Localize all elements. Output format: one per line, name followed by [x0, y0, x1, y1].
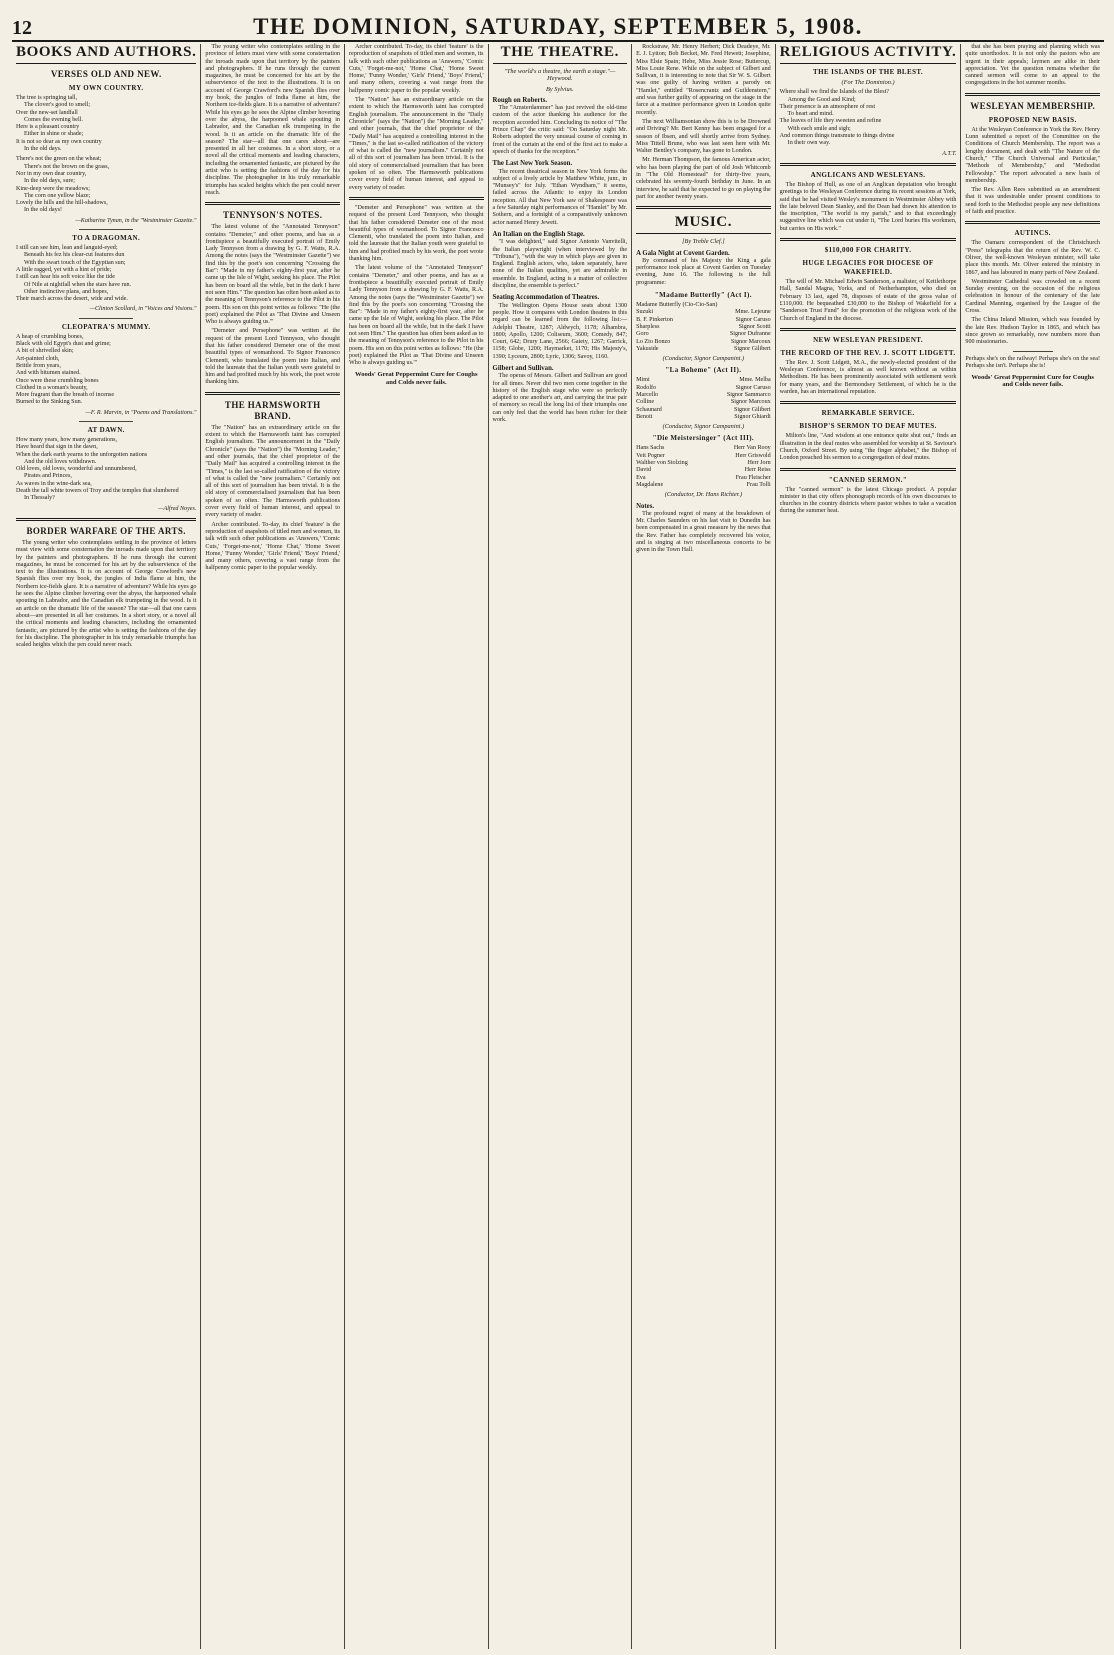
verse-line: Nor in my own dear country,: [16, 170, 87, 177]
article-paragraph: At the Wesleyan Conference in York the Rev. Henry Lunn submitted a report of the Committee on the Conditions of Church Membership. The report was a lengthy document, and dealt with "The Nature of the Church," "The Church Universal and Particular," "Methods of Membership," and "Methodist Fellowship." The report advocated a new basis of membership.: [965, 126, 1100, 184]
verse-line: And with bitumen stained.: [16, 370, 81, 377]
poem-attribution: —F. R. Marvin, in "Poems and Translations.": [85, 409, 197, 416]
verse-line: Art-painted cloth,: [16, 355, 60, 362]
cast-row: B. F. Pinkerton Signor Caruso: [636, 316, 771, 323]
column-tennyson: [200, 44, 344, 1649]
verse-line: Of Nile at nightfall when the stars have run.: [24, 281, 132, 288]
theatre-section-title: THE THEATRE.: [493, 44, 628, 64]
verse-line: The tree is springing tall,: [16, 95, 78, 101]
subheading: The Last New York Season.: [492, 160, 573, 168]
verse-line: Lovely the hills and the hill-shadows,: [16, 200, 108, 207]
poem-my-own-country: [16, 95, 196, 215]
verse-line: Over the new-set landfall: [16, 109, 78, 116]
harmsworth-heading: THE HARMSWORTH BRAND.: [224, 399, 321, 421]
harmsworth-article: The "Nation" has an extraordinary article on the extent to which the Harmsworth taint has corrupted English journalism. The announcement in the "Daily Chronicle" (says the "Nation") the "Morning Leader," and other journals, that the chief proprietor of the "Daily Mail" has acquired a controlling interest in the "Times," is the last so-called ratification of the victory of what is called the "new journalism." Certainly not all of this sort of journalism has been trivial. It is the old story of commercialised journalism that has been spoken of so often. The Harmsworth publications cover every field of human interest, and appeal to every variety of reader.: [205, 424, 340, 519]
cast-row: Walther von Stolzing Herr Jorn: [636, 460, 771, 467]
verse-line: And the old loves withdrawn.: [24, 458, 97, 465]
membership-heading: WESLEYAN MEMBERSHIP.: [970, 100, 1096, 111]
article-paragraph: Milton's line, "And wisdom at one entrance quite shut out," finds an illustration in the deaf mutes who assembled for worship at St. Saviour's Church, Oxford Street. By using "the finger alphabet," the Bishop of London preached his sermon to a congregation of deaf mutes.: [779, 433, 957, 462]
verse-line: Death the tall white towers of Troy and the temples that slumbered: [16, 488, 179, 495]
cast-list: [636, 377, 771, 421]
verse-line: Comes the evening bell.: [24, 116, 83, 123]
column-theatre: [488, 44, 632, 1649]
poem-attribution: —Clinton Scollard, in "Voices and Visions.": [89, 306, 197, 313]
cast-list: [636, 445, 771, 489]
verse-line: Here is a pleasant country: [16, 124, 80, 131]
verse-line: In their own way.: [787, 140, 831, 147]
article-paragraph: By command of his Majesty the King a gala performance took place at Covent Garden on Tuesday evening, June 16. The following is the full programme:: [636, 257, 771, 286]
article-paragraph: Rockstraw, Mr. Henry Herbert; Dick Deadeye, Mr. E. J. Lytton; Bob Becket, Mr. Fred Hewett; Josephine, Miss Elsie Spain; Hebe, Miss Jessie Rose; Buttercup, Miss Louie Rene. While on the subject of Gilbert and Sullivan, it is interesting to note that Sir W. S. Gilbert was one guilty of having written a parody on "Hamlet," entitled "Rosencrantz and Guildenstern," and was further guilty of appearing on the stage in the farce at a matinee performance given in London quite recently.: [636, 44, 771, 116]
article-paragraph: Mr. Herman Thompson, the famous American actor, who has been playing the part of old Josh Whitcomb in "The Old Homestead" for thirty-five years, celebrated his seventy-fourth birthday in June. In an interview, he said that he expected to go on playing the part for another twenty years.: [636, 157, 771, 200]
president-subheading: THE RECORD OF THE REV. J. SCOTT LIDGETT.: [780, 348, 956, 357]
subheading: An Italian on the English Stage.: [492, 230, 585, 238]
subheading: Seating Accommodation of Theatres.: [492, 294, 600, 302]
warfare-article: The young writer who contemplates settling in the province of letters must view with some consternation the inroads made upon that territory by the painters and photographers. If he runs through the current magazines, he must be concerned for his art by the subservience of the text to the illustrations. It is on account of George Crawford's new Spanish flies over my book, the jungles of India flame at him, the Northern ice-fields glare. It is a narrative of adventure? While his eyes go he sees the Alpine climber hovering over the abyss, the harpooned whale spouting in Labrador, and the Canadian elk trumpeting in the wood. Is it an article on the dramatic life of the season? The star—all that one cares about—are presented in all her costumes. In a short story, or a novel all the critical moments and leading characters, including the ornamented fantastic, are pictured by the artist who is setting the fashions of the day for his discipline. The photographer in his truly remarkable triumphs has scaled heights which the pen could never reach.: [16, 539, 197, 649]
verse-line: The corn one yellow blaze;: [24, 192, 91, 199]
verse-line: The leaves of life they sweeten and refine: [779, 118, 882, 125]
poem-title: TO A DRAGOMAN.: [72, 234, 141, 243]
column-notes: [344, 44, 488, 1649]
poem-title: AT DAWN.: [87, 425, 125, 434]
verse-line: I still can see him, lean and languid-eyed;: [16, 245, 118, 252]
cast-row: Sharpless Signor Scotti: [636, 323, 771, 330]
conductor: (Conductor, Signor Campanini.): [662, 423, 745, 431]
harmsworth-article-2: Archer contributed. To-day, its chief 'feature' is the reproduction of snapshots of titled men and women, its talk with such other publications as 'Answers,' 'Comic Cuts,' 'Forget-me-not,' 'Home Chat,' 'Home Sweet Home,' 'Funny Wonder,' 'Girls' Friend,' 'Boys' Friend,' and many others, covering a vast range from the halfpenny comic paper to the popular weekly.: [205, 521, 340, 572]
conductor: (Conductor, Dr. Hans Richter.): [664, 491, 743, 499]
remarkable-heading: REMARKABLE SERVICE.: [821, 409, 915, 418]
cast-row: Marcello Signor Sammarco: [636, 391, 771, 398]
verse-line: Pirates and Princes,: [24, 473, 72, 480]
poem-byline: (For The Dominion.): [841, 79, 895, 86]
verse-line: Either in shine or shade;: [24, 131, 84, 138]
cast-row: David Herr Reiss: [636, 467, 771, 474]
books-section-title: BOOKS AND AUTHORS.: [16, 44, 196, 64]
verse-line: In the old days!: [24, 207, 63, 214]
cast-row: Schaunard Signor Gilibert: [636, 406, 771, 413]
subheading: Rough on Roberts.: [492, 96, 548, 104]
article-paragraph: The will of Mr. Michael Edwin Sanderson, a maltster, of Kettlethorpe Hall, Sandal Magna, Yorks, and of Netherhampton, who died on February 13 last, aged 78, disposes of estate of the gross value of £110,000. He bequeathed £30,000 to the Bishop of Wakefield for a "Sanderson Trust Fund" for the promotion of the religious work of the Church of England in the diocese.: [779, 279, 957, 322]
cast-row: Hans Sachs Herr Van Rooy: [636, 445, 771, 452]
poem-title: MY OWN COUNTRY.: [68, 84, 144, 92]
opera-subtitle: Madame Butterfly (Cio-Cio-San): [636, 302, 718, 309]
verse-line: Brittle from years,: [16, 362, 61, 369]
conductor: (Conductor, Signor Campanini.): [662, 355, 745, 363]
verse-line: To heart and mind.: [787, 111, 834, 118]
music-byline: [By Treble Clef.]: [682, 238, 725, 246]
verse-line: Burned to the Sinking Sun.: [16, 399, 83, 406]
tennyson-article: The latest volume of the "Annotated Tennyson" contains "Demeter," and other poems, and has as a frontispiece a beautifully executed portrait of Emily Lady Tennyson from a drawing by G. F. Watts, R.A. Among the notes (says the "Westminster Gazette") we find this by the poet's son concerning "Crossing the Bar": "Made in my father's eighty-first year, after he came up the Isle of Wight, seeking his place. The Pilot has been on board all the while, but in the dark I have not seen Him." The question has often been asked as to the meaning of Tennyson's reference to the Pilot in his poem. His son on this point writes as follows: "He (the poet) explained the Pilot as 'That Divine and Unseen Who is always guiding us.'": [205, 224, 340, 326]
verse-line: Their march across the desert, wide and wide.: [16, 296, 128, 303]
closing-quote: Perhaps she's on the railway! Perhaps she's on the sea! Perhaps she isn't. Perhaps she is!: [965, 355, 1100, 369]
verse-line: With the swart touch of the Egyptian sun;: [24, 259, 126, 266]
poem-attribution: A.T.T.: [942, 150, 957, 157]
warfare-heading: BORDER WARFARE OF THE ARTS.: [26, 525, 186, 536]
cast-row: Yakuside Signor Gilibert: [636, 345, 771, 352]
article-paragraph: The Oamaru correspondent of the Christchurch "Press" telegraphs that the return of the Rev. W. C. Oliver, the well-known Wesleyan minister, will take place this month. Mr. Oliver entered the ministry in 1867, and has laboured in many parts of New Zealand.: [965, 240, 1100, 276]
column-wesleyan: [960, 44, 1104, 1649]
poem-attribution: —Katharine Tynan, in the "Westminster Gazette.": [75, 217, 197, 224]
poem-attribution: —Alfred Noyes.: [158, 505, 197, 512]
article-paragraph: The "canned sermon" is the latest Chicago product. A popular minister in that city offers phonograph records of his own discourses to churches in the country districts where pastor wishes to take a vacation during the summer heat.: [779, 486, 957, 515]
columns: [12, 44, 1104, 1649]
membership-subheading: PROPOSED NEW BASIS.: [988, 115, 1077, 124]
warfare-article-cont: The young writer who contemplates settling in the province of letters must view with some consternation the inroads made upon that territory by the painters and photographers. If he runs through the current magazines, he must be concerned for his art by the subservience of the text to the illustrations. It is on account of George Crawford's new Spanish flies over my book, the jungles of India flame at him, the Northern ice-fields glare. It is a narrative of adventure? While his eyes go he sees the Alpine climber hovering over the abyss, the harpooned whale spouting in Labrador, and the Canadian elk trumpeting in the wood. Is it an article on the dramatic life of the season? The star—all that one cares about—are presented in all her costumes. In a short story, or a novel all the critical moments and leading characters, including the ornamented fantastic, are pictured by the artist who is setting the fashions of the day for his discipline. The photographer in his truly remarkable triumphs has scaled heights which the pen could never reach.: [205, 44, 340, 196]
verse-line: Black with old Egypt's dust and grime;: [16, 341, 111, 348]
verse-line: It is not so dear as my own country: [16, 138, 102, 145]
verse-line: Other instinctive plans, and hopes,: [24, 288, 109, 295]
poem-title: CLEOPATRA'S MUMMY.: [61, 322, 151, 331]
verse-line: More fragrant than the breath of incense: [16, 392, 115, 399]
verse-line: Have heard that sign in the dawn,: [16, 444, 98, 451]
charity-subheading: HUGE LEGACIES FOR DIOCESE OF WAKEFIELD.: [802, 259, 934, 277]
verse-line: In the old days, sure;: [24, 178, 75, 185]
verse-line: With each smile and sigh;: [787, 125, 851, 132]
column-books: [12, 44, 200, 1649]
autinos-heading: AUTINCS.: [1014, 229, 1051, 238]
verse-line: As waves in the wine-dark sea,: [16, 480, 92, 487]
column-music: [631, 44, 775, 1649]
poem-at-dawn: [16, 437, 196, 503]
cast-row: Magdalene Frau Tolli: [636, 481, 771, 488]
subheading: Notes.: [636, 502, 655, 510]
verse-line: Once were these crumbling bones: [16, 377, 99, 384]
poem-title: THE ISLANDS OF THE BLEST.: [813, 68, 924, 76]
tennyson-heading: TENNYSON'S NOTES.: [223, 210, 323, 221]
canned-heading: "CANNED SERMON.": [828, 475, 908, 484]
article-paragraph: Westminster Cathedral was crowded on a recent Sunday evening, on the occasion of the religious celebration in honour of the centenary of the late Cardinal Manning, organised by the League of the Cross.: [965, 278, 1100, 315]
cast-row: Colline Signor Marcoux: [636, 399, 771, 406]
president-heading: NEW WESLEYAN PRESIDENT.: [813, 335, 923, 344]
verse-line: Where shall we find the Islands of the Blest?: [779, 89, 889, 96]
article-paragraph: The Rev. Allen Rees submitted as an amendment that it was undesirable under present conditions to send forth to the Methodist people any new definitions of faith and practice.: [965, 187, 1100, 216]
verse-line: A bit of shrivelled skin;: [16, 348, 74, 355]
cast-row: Veit Pogner Herr Griswold: [636, 452, 771, 459]
opera-title: "La Boheme" (Act II).: [665, 366, 742, 375]
verse-line: The clover's good to smell;: [24, 102, 91, 109]
verse-line: I still can hear his soft voice like the tide: [16, 274, 115, 281]
advertisement: Woods' Great Peppermint Cure for Coughs and Colds never fails.: [971, 374, 1094, 389]
cast-list: [636, 309, 771, 353]
remarkable-subheading: BISHOP'S SERMON TO DEAF MUTES.: [799, 422, 937, 431]
verse-line: In the old days.: [24, 146, 62, 153]
verse-line: Clothed in a woman's beauty,: [16, 384, 88, 391]
cast-row: Mimi Mme. Melba: [636, 377, 771, 384]
article-paragraph: The "Amsterdammer" has just revived the old-time custom of the actor thanking his audience for the reception accorded him. Concluding its notice of "The Prince Chap" the critic said: "On Saturday night Mr. Roberts adopted the very unusual course of coming in front of the curtain at the end of the first act to make a speech of thanks for the reception.": [492, 105, 628, 155]
article-paragraph: "I was delighted," said Signor Antonio Vanvitelli, the Italian playwright (when interviewed by the "Tribuna"), "with the way in which plays are given in England. English actors, who, taken separately, have none of the Italian qualities, yet are admirable in ensemble. In England, acting is a matter of collective discipline, the ensemble is perfect.": [492, 239, 628, 290]
verse-line: Their presence is an atmosphere of rest: [779, 103, 876, 110]
tennyson-notes-cont-2: The latest volume of the "Annotated Tennyson" contains "Demeter," and other poems, and has as a frontispiece a beautifully executed portrait of Emily Lady Tennyson from a drawing by G. F. Watts, R.A. Among the notes (says the "Westminster Gazette") we find this by the poet's son concerning "Crossing the Bar": "Made in my father's eighty-first year, after he came up the Isle of Wight, seeking his place. The Pilot has been on board all the while, but in the dark I have not seen Him." The question has often been asked as to the meaning of Tennyson's reference to the Pilot in his poem. His son on this point writes as follows: "He (the poet) explained the Pilot as 'That Divine and Unseen Who is always guiding us.'": [348, 265, 484, 367]
verse-line: A heap of crumbling bones,: [16, 333, 84, 340]
opera-title: "Die Meistersinger" (Act III).: [652, 434, 755, 443]
verse-line: Kine-deep were the meadows;: [16, 185, 90, 192]
article-paragraph: The next Williamsonian show this is to be Drowned and Driving? Mr. Bert Kenny has been engaged for a season of Ibsen, and will shortly arrive from Sydney. Miss Tittell Brune, who was last seen here with Mr. Walter Bentley's company, has gone to London.: [636, 118, 771, 155]
music-heading: MUSIC.: [636, 214, 771, 234]
verse-line: There's not the brown on the grass,: [24, 163, 110, 170]
harmsworth-article-cont: Archer contributed. To-day, its chief 'feature' is the reproduction of snapshots of titled men and women, its talk with such other publications as 'Answers,' 'Comic Cuts,' 'Forget-me-not,' 'Home Chat,' 'Home Sweet Home,' 'Funny Wonder,' 'Girls' Friend,' 'Boys' Friend,' and many others, covering a vast range from the halfpenny comic paper to the popular weekly.: [348, 44, 484, 94]
tennyson-article-2: "Demeter and Persephone" was written at the request of the present Lord Tennyson, who thought that his father considered Demeter one of the most beautiful types of womanhood. To Signor Francesco Clementi, who translated the poem into Italian, and told the laureate that the Italian youth were grateful to him and had profited much by his work, the poet wrote thanking him.: [205, 328, 340, 386]
article-paragraph: The profound regret of many at the breakdown of Mr. Charles Saunders on his last visit to Dunedin has been compensated in a great measure by the news that the Rev. Father has completely recovered his voice, and is singing at two miscellaneous concerts to be given in the Town Hall.: [636, 510, 771, 554]
cast-row: Lo Zio Bonzo Signor Marcoux: [636, 338, 771, 345]
verse-line: There's not the green on the wheat;: [16, 156, 102, 163]
cast-row: Eva Frau Fleischer: [636, 474, 771, 481]
masthead: [12, 6, 1104, 42]
verses-heading: VERSES OLD AND NEW.: [50, 69, 162, 79]
poem-cleopatras-mummy: [16, 334, 196, 407]
charity-heading: $110,000 FOR CHARITY.: [824, 246, 912, 255]
verse-line: Beneath his fez his clear-cut features dun: [24, 252, 125, 259]
article-paragraph: The Wellington Opera House seats about 1300 people. How it compares with London theatres in this regard can be learned from the following list:—Adelphi Theatre, 1287; Aldwych, 1178; Alhambra, 1800; Apollo, 1200; Coliseum, 3600; Comedy, 847; Court, 642; Drury Lane, 2566; Gaiety, 1267; Garrick, 1158; Globe, 1200; Haymarket, 1170; His Majesty's, 1390; Lyceum, 2800; Lyric, 1306; Savoy, 1160.: [492, 302, 628, 360]
advertisement: Woods' Great Peppermint Cure for Coughs and Colds never fails.: [354, 371, 478, 386]
religious-section-title: RELIGIOUS ACTIVITY.: [780, 44, 957, 64]
poem-to-a-dragoman: [16, 245, 196, 303]
verse-line: How many years, how many generations,: [16, 436, 118, 443]
article-paragraph: that she has been praying and planning which was quite unorthodox. It is not only the pastors who are urgent in their appeals; laymen are alike in their appreciation. Yet the question remains whether the canned sermon will come to an appeal to the congregations in the hot summer months.: [965, 44, 1100, 87]
verse-line: When the dark earth yearns to the unforgotten nations: [16, 451, 148, 458]
harmsworth-article-cont-2: The "Nation" has an extraordinary article on the extent to which the Harmsworth taint has corrupted English journalism. The announcement in the "Daily Chronicle" (says the "Nation") the "Morning Leader," and other journals, that the chief proprietor of the "Daily Mail" has acquired a controlling interest in the "Times," is the last so-called ratification of the victory of what is called the "new journalism." Certainly not all of this sort of journalism has been trivial. It is the old story of commercialised journalism that has been spoken of so often. The Harmsworth publications cover every field of human interest, and appeal to every variety of reader.: [348, 97, 484, 191]
theatre-motto: "The world's a theatre, the earth a stage."—Heywood.: [504, 68, 616, 83]
subheading: A Gala Night at Covent Garden.: [636, 249, 730, 257]
cast-row: Goro Signor Dufranne: [636, 331, 771, 338]
anglicans-heading: ANGLICANS AND WESLEYANS.: [810, 170, 926, 179]
verse-line: Old loves, old loves, wonderful and unnumbered,: [16, 466, 137, 473]
cast-row: Benoit Signor Ghiardi: [636, 413, 771, 420]
cast-row: Rodolfo Signor Caruso: [636, 384, 771, 391]
page-number: 12: [12, 17, 32, 39]
verse-line: A little ragged, yet with a hint of pride;: [16, 266, 112, 273]
tennyson-notes-cont: "Demeter and Persephone" was written at the request of the present Lord Tennyson, who thought that his father considered Demeter one of the most beautiful types of womanhood. To Signor Francesco Clementi, who translated the poem into Italian, and told the laureate that the Italian youth were grateful to him and had profited much by his work, the poet wrote thanking him.: [348, 204, 484, 263]
poem-islands-of-the-blest: [780, 89, 957, 147]
opera-title: "Madame Butterfly" (Act I).: [654, 291, 752, 300]
subheading: Gilbert and Sullivan.: [492, 364, 554, 372]
verse-line: And common things transmute to things divine: [779, 133, 895, 140]
article-paragraph: The operas of Messrs. Gilbert and Sullivan are good for all times. Never did two men come together in the history of the English stage who were so perfectly adapted to one another's art, and carrying the true pair of memory so recall the long list of their triumphs one can only feel that the world has been richer for their work.: [492, 373, 628, 424]
cast-row: Suzuki Mme. Lejeune: [636, 309, 771, 316]
article-paragraph: The Rev. J. Scott Lidgett, M.A., the newly-elected president of the Wesleyan Conference, is almost as well known without as within Methodism. He has been prominently associated with settlement work for many years, and the Bermondsey Settlement, of which he is the warden, has an international reputation.: [779, 359, 957, 396]
article-paragraph: The Bishop of Hull, as one of an Anglican deputation who brought greetings to the Wesleyan Conference during its recent sessions at York, said that he had visited Wesley's monument in Westminster Abbey with the late beloved Dean Stanley, and the Dean had drawn his attention to the inscription, "The world is my parish," and to that exceedingly suggestive line which was cut under it, "The Lord buries His workmen, but carries on His work.": [779, 181, 957, 232]
article-paragraph: The recent theatrical season in New York forms the subject of a lively article by Matthew White, junr., in "Munsey's" for July. "Ethan Wyndham," it seems, failed across the Atlantic to enjoy its London reception. All that New York saw of Shakespeare was a few Saturday night performances of "Hamlet" by Mr. Sothern, and a fortnight of a comparatively unknown actor named Henry Jewett.: [492, 168, 628, 226]
column-religious: [775, 44, 961, 1649]
newspaper-title: THE DOMINION, SATURDAY, SEPTEMBER 5, 1908.: [253, 14, 863, 39]
verse-line: In Thessaly?: [24, 495, 55, 502]
article-paragraph: The China Inland Mission, which was founded by the late Rev. Hudson Taylor in 1865, and which has since grown so remarkably, now numbers more than 900 missionaries.: [965, 317, 1100, 346]
verse-line: Among the Good and Kind;: [787, 96, 856, 103]
theatre-byline: By Sylvius.: [546, 85, 574, 93]
